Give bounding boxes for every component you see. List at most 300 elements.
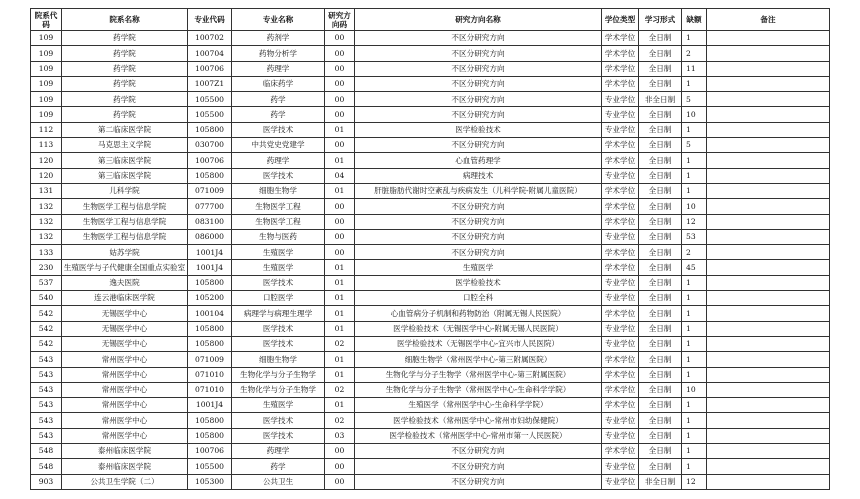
- vacancy-cell: 45: [682, 260, 707, 275]
- direction-name-cell: 不区分研究方向: [355, 459, 602, 474]
- remark-cell: [707, 291, 830, 306]
- dept-code-cell: 133: [31, 245, 62, 260]
- column-header: 学位类型: [602, 9, 639, 31]
- direction-code-cell: 00: [325, 229, 355, 244]
- dept-name-cell: 公共卫生学院（二）: [62, 474, 188, 489]
- major-name-cell: 医学技术: [232, 413, 325, 428]
- major-name-cell: 生物医学工程: [232, 214, 325, 229]
- table-row: [31, 168, 830, 183]
- major-code-cell: 071010: [188, 367, 232, 382]
- dept-name-cell: 第三临床医学院: [62, 168, 188, 183]
- direction-code-cell: 00: [325, 214, 355, 229]
- dept-code-cell: 109: [31, 61, 62, 76]
- direction-name-cell: 不区分研究方向: [355, 76, 602, 91]
- table-row: [31, 92, 830, 107]
- major-code-cell: 077700: [188, 199, 232, 214]
- dept-name-cell: 药学院: [62, 92, 188, 107]
- direction-code-cell: 00: [325, 199, 355, 214]
- study-mode-cell: 全日制: [639, 321, 682, 336]
- table-row: [31, 31, 830, 46]
- vacancy-cell: 2: [682, 46, 707, 61]
- direction-code-cell: 03: [325, 428, 355, 443]
- direction-name-cell: 不区分研究方向: [355, 245, 602, 260]
- major-name-cell: 临床药学: [232, 76, 325, 91]
- dept-name-cell: 无锡医学中心: [62, 306, 188, 321]
- major-code-cell: 105800: [188, 428, 232, 443]
- remark-cell: [707, 168, 830, 183]
- table-row: [31, 245, 830, 260]
- major-code-cell: 100706: [188, 444, 232, 459]
- table-row: [31, 413, 830, 428]
- direction-name-cell: 医学检验技术（无锡医学中心-宜兴市人民医院）: [355, 336, 602, 351]
- dept-code-cell: 537: [31, 275, 62, 290]
- direction-code-cell: 01: [325, 398, 355, 413]
- dept-name-cell: 泰州临床医学院: [62, 444, 188, 459]
- remark-cell: [707, 444, 830, 459]
- table-row: [31, 428, 830, 443]
- dept-name-cell: 生物医学工程与信息学院: [62, 199, 188, 214]
- direction-name-cell: 医学检验技术: [355, 122, 602, 137]
- study-mode-cell: 全日制: [639, 398, 682, 413]
- dept-code-cell: 543: [31, 382, 62, 397]
- major-code-cell: 1001J4: [188, 245, 232, 260]
- major-name-cell: 医学技术: [232, 336, 325, 351]
- dept-code-cell: 112: [31, 122, 62, 137]
- direction-name-cell: 不区分研究方向: [355, 474, 602, 489]
- degree-type-cell: 学术学位: [602, 260, 639, 275]
- vacancy-cell: 1: [682, 336, 707, 351]
- remark-cell: [707, 428, 830, 443]
- major-name-cell: 中共党史党建学: [232, 138, 325, 153]
- direction-name-cell: 不区分研究方向: [355, 46, 602, 61]
- dept-name-cell: 生物医学工程与信息学院: [62, 229, 188, 244]
- table-row: [31, 122, 830, 137]
- vacancy-table: [30, 8, 830, 490]
- study-mode-cell: 全日制: [639, 306, 682, 321]
- table-row: [31, 275, 830, 290]
- table-row: [31, 306, 830, 321]
- major-name-cell: 细胞生物学: [232, 352, 325, 367]
- degree-type-cell: 学术学位: [602, 367, 639, 382]
- direction-code-cell: 00: [325, 76, 355, 91]
- dept-name-cell: 无锡医学中心: [62, 321, 188, 336]
- table-row: [31, 183, 830, 198]
- remark-cell: [707, 61, 830, 76]
- direction-code-cell: 00: [325, 107, 355, 122]
- table-row: [31, 61, 830, 76]
- dept-name-cell: 药学院: [62, 46, 188, 61]
- remark-cell: [707, 474, 830, 489]
- direction-name-cell: 病理技术: [355, 168, 602, 183]
- major-name-cell: 药理学: [232, 153, 325, 168]
- major-name-cell: 生物化学与分子生物学: [232, 382, 325, 397]
- major-name-cell: 生物医学工程: [232, 199, 325, 214]
- study-mode-cell: 全日制: [639, 31, 682, 46]
- vacancy-cell: 1: [682, 321, 707, 336]
- major-code-cell: 105800: [188, 168, 232, 183]
- direction-code-cell: 01: [325, 260, 355, 275]
- major-code-cell: 071009: [188, 352, 232, 367]
- degree-type-cell: 学术学位: [602, 31, 639, 46]
- major-code-cell: 100702: [188, 31, 232, 46]
- major-name-cell: 公共卫生: [232, 474, 325, 489]
- column-header: 专业名称: [232, 9, 325, 31]
- direction-code-cell: 02: [325, 382, 355, 397]
- degree-type-cell: 专业学位: [602, 291, 639, 306]
- vacancy-cell: 5: [682, 138, 707, 153]
- table-row: [31, 444, 830, 459]
- study-mode-cell: 全日制: [639, 138, 682, 153]
- remark-cell: [707, 76, 830, 91]
- direction-code-cell: 04: [325, 168, 355, 183]
- column-header: 研究方向名称: [355, 9, 602, 31]
- dept-code-cell: 109: [31, 92, 62, 107]
- remark-cell: [707, 31, 830, 46]
- study-mode-cell: 全日制: [639, 413, 682, 428]
- vacancy-cell: 1: [682, 122, 707, 137]
- vacancy-cell: 10: [682, 382, 707, 397]
- dept-code-cell: 120: [31, 168, 62, 183]
- remark-cell: [707, 367, 830, 382]
- direction-name-cell: 生物化学与分子生物学（常州医学中心-第三附属医院）: [355, 367, 602, 382]
- direction-code-cell: 00: [325, 92, 355, 107]
- vacancy-cell: 10: [682, 107, 707, 122]
- major-name-cell: 生物化学与分子生物学: [232, 367, 325, 382]
- degree-type-cell: 学术学位: [602, 352, 639, 367]
- dept-code-cell: 542: [31, 336, 62, 351]
- dept-code-cell: 543: [31, 428, 62, 443]
- vacancy-cell: 1: [682, 428, 707, 443]
- major-name-cell: 药学: [232, 107, 325, 122]
- vacancy-cell: 5: [682, 92, 707, 107]
- major-code-cell: 083100: [188, 214, 232, 229]
- study-mode-cell: 全日制: [639, 46, 682, 61]
- remark-cell: [707, 229, 830, 244]
- direction-name-cell: 不区分研究方向: [355, 444, 602, 459]
- dept-code-cell: 903: [31, 474, 62, 489]
- major-code-cell: 105500: [188, 92, 232, 107]
- dept-name-cell: 泰州临床医学院: [62, 459, 188, 474]
- study-mode-cell: 全日制: [639, 76, 682, 91]
- degree-type-cell: 学术学位: [602, 183, 639, 198]
- major-code-cell: 086000: [188, 229, 232, 244]
- direction-name-cell: 医学检验技术（常州医学中心-常州市妇幼保健院）: [355, 413, 602, 428]
- degree-type-cell: 学术学位: [602, 61, 639, 76]
- direction-name-cell: 不区分研究方向: [355, 199, 602, 214]
- study-mode-cell: 全日制: [639, 444, 682, 459]
- direction-name-cell: 心血管病分子机制和药物防治（附属无锡人民医院）: [355, 306, 602, 321]
- remark-cell: [707, 245, 830, 260]
- vacancy-cell: 1: [682, 413, 707, 428]
- direction-code-cell: 00: [325, 138, 355, 153]
- table-row: [31, 382, 830, 397]
- major-name-cell: 生物与医药: [232, 229, 325, 244]
- vacancy-cell: 1: [682, 168, 707, 183]
- direction-name-cell: 不区分研究方向: [355, 214, 602, 229]
- table-row: [31, 76, 830, 91]
- table-row: [31, 336, 830, 351]
- vacancy-cell: 1: [682, 275, 707, 290]
- major-code-cell: 105300: [188, 474, 232, 489]
- dept-name-cell: 逸夫医院: [62, 275, 188, 290]
- major-code-cell: 100104: [188, 306, 232, 321]
- major-name-cell: 药理学: [232, 61, 325, 76]
- dept-name-cell: 常州医学中心: [62, 382, 188, 397]
- study-mode-cell: 全日制: [639, 168, 682, 183]
- dept-code-cell: 109: [31, 31, 62, 46]
- study-mode-cell: 全日制: [639, 229, 682, 244]
- remark-cell: [707, 398, 830, 413]
- major-name-cell: 医学技术: [232, 275, 325, 290]
- table-row: [31, 459, 830, 474]
- study-mode-cell: 全日制: [639, 275, 682, 290]
- column-header: 专业代码: [188, 9, 232, 31]
- dept-name-cell: 连云港临床医学院: [62, 291, 188, 306]
- remark-cell: [707, 382, 830, 397]
- dept-code-cell: 543: [31, 352, 62, 367]
- dept-code-cell: 132: [31, 199, 62, 214]
- vacancy-cell: 1: [682, 444, 707, 459]
- major-name-cell: 生殖医学: [232, 260, 325, 275]
- dept-name-cell: 生物医学工程与信息学院: [62, 214, 188, 229]
- remark-cell: [707, 321, 830, 336]
- degree-type-cell: 学术学位: [602, 199, 639, 214]
- column-header: 院系名称: [62, 9, 188, 31]
- direction-code-cell: 01: [325, 367, 355, 382]
- dept-name-cell: 药学院: [62, 76, 188, 91]
- dept-name-cell: 儿科学院: [62, 183, 188, 198]
- direction-name-cell: 生殖医学（常州医学中心-生命科学学院）: [355, 398, 602, 413]
- vacancy-cell: 1: [682, 306, 707, 321]
- degree-type-cell: 专业学位: [602, 474, 639, 489]
- dept-code-cell: 109: [31, 107, 62, 122]
- column-header: 学习形式: [639, 9, 682, 31]
- degree-type-cell: 学术学位: [602, 214, 639, 229]
- remark-cell: [707, 138, 830, 153]
- degree-type-cell: 学术学位: [602, 46, 639, 61]
- study-mode-cell: 全日制: [639, 245, 682, 260]
- dept-name-cell: 第三临床医学院: [62, 153, 188, 168]
- degree-type-cell: 专业学位: [602, 275, 639, 290]
- dept-code-cell: 548: [31, 444, 62, 459]
- remark-cell: [707, 107, 830, 122]
- direction-name-cell: 细胞生物学（常州医学中心-第三附属医院）: [355, 352, 602, 367]
- major-name-cell: 细胞生物学: [232, 183, 325, 198]
- major-name-cell: 医学技术: [232, 428, 325, 443]
- dept-name-cell: 常州医学中心: [62, 352, 188, 367]
- table-body: [31, 31, 830, 490]
- study-mode-cell: 全日制: [639, 183, 682, 198]
- degree-type-cell: 学术学位: [602, 138, 639, 153]
- remark-cell: [707, 306, 830, 321]
- degree-type-cell: 学术学位: [602, 382, 639, 397]
- vacancy-cell: 1: [682, 183, 707, 198]
- direction-name-cell: 肝脏脂肪代谢时空紊乱与疾病发生（儿科学院-附属儿童医院）: [355, 183, 602, 198]
- degree-type-cell: 专业学位: [602, 459, 639, 474]
- dept-code-cell: 540: [31, 291, 62, 306]
- dept-name-cell: 无锡医学中心: [62, 336, 188, 351]
- dept-name-cell: 生殖医学与子代健康全国重点实验室: [62, 260, 188, 275]
- direction-name-cell: 生殖医学: [355, 260, 602, 275]
- direction-name-cell: 不区分研究方向: [355, 61, 602, 76]
- major-code-cell: 030700: [188, 138, 232, 153]
- major-name-cell: 医学技术: [232, 321, 325, 336]
- direction-name-cell: 口腔全科: [355, 291, 602, 306]
- direction-code-cell: 00: [325, 459, 355, 474]
- study-mode-cell: 非全日制: [639, 92, 682, 107]
- direction-name-cell: 医学检验技术（无锡医学中心-附属无锡人民医院）: [355, 321, 602, 336]
- table-row: [31, 229, 830, 244]
- vacancy-cell: 1: [682, 153, 707, 168]
- remark-cell: [707, 459, 830, 474]
- study-mode-cell: 全日制: [639, 459, 682, 474]
- direction-code-cell: 00: [325, 46, 355, 61]
- remark-cell: [707, 336, 830, 351]
- direction-name-cell: 不区分研究方向: [355, 229, 602, 244]
- study-mode-cell: 全日制: [639, 122, 682, 137]
- study-mode-cell: 全日制: [639, 382, 682, 397]
- degree-type-cell: 专业学位: [602, 168, 639, 183]
- vacancy-cell: 12: [682, 474, 707, 489]
- vacancy-cell: 1: [682, 459, 707, 474]
- remark-cell: [707, 199, 830, 214]
- direction-code-cell: 01: [325, 122, 355, 137]
- study-mode-cell: 全日制: [639, 214, 682, 229]
- direction-code-cell: 01: [325, 306, 355, 321]
- table-row: [31, 46, 830, 61]
- degree-type-cell: 专业学位: [602, 428, 639, 443]
- major-code-cell: 100706: [188, 153, 232, 168]
- degree-type-cell: 专业学位: [602, 92, 639, 107]
- vacancy-cell: 1: [682, 76, 707, 91]
- dept-name-cell: 姑苏学院: [62, 245, 188, 260]
- dept-name-cell: 马克思主义学院: [62, 138, 188, 153]
- major-code-cell: 105800: [188, 122, 232, 137]
- direction-code-cell: 00: [325, 31, 355, 46]
- column-header: 备注: [707, 9, 830, 31]
- direction-code-cell: 02: [325, 413, 355, 428]
- dept-name-cell: 药学院: [62, 31, 188, 46]
- vacancy-cell: 1: [682, 367, 707, 382]
- table-row: [31, 291, 830, 306]
- major-code-cell: 105500: [188, 107, 232, 122]
- dept-name-cell: 常州医学中心: [62, 413, 188, 428]
- remark-cell: [707, 352, 830, 367]
- remark-cell: [707, 92, 830, 107]
- dept-code-cell: 542: [31, 306, 62, 321]
- major-name-cell: 药理学: [232, 444, 325, 459]
- vacancy-cell: 12: [682, 214, 707, 229]
- column-header: 缺额: [682, 9, 707, 31]
- major-name-cell: 生殖医学: [232, 245, 325, 260]
- major-code-cell: 071009: [188, 183, 232, 198]
- dept-code-cell: 542: [31, 321, 62, 336]
- dept-code-cell: 131: [31, 183, 62, 198]
- dept-code-cell: 109: [31, 76, 62, 91]
- major-code-cell: 105800: [188, 321, 232, 336]
- table-row: [31, 367, 830, 382]
- study-mode-cell: 全日制: [639, 291, 682, 306]
- major-name-cell: 医学技术: [232, 168, 325, 183]
- direction-code-cell: 01: [325, 183, 355, 198]
- remark-cell: [707, 275, 830, 290]
- degree-type-cell: 学术学位: [602, 444, 639, 459]
- degree-type-cell: 学术学位: [602, 398, 639, 413]
- direction-name-cell: 生物化学与分子生物学（常州医学中心-生命科学学院）: [355, 382, 602, 397]
- direction-code-cell: 01: [325, 321, 355, 336]
- table-row: [31, 260, 830, 275]
- major-code-cell: 105800: [188, 275, 232, 290]
- major-code-cell: 100706: [188, 61, 232, 76]
- study-mode-cell: 全日制: [639, 352, 682, 367]
- major-name-cell: 药学: [232, 92, 325, 107]
- direction-name-cell: 不区分研究方向: [355, 107, 602, 122]
- degree-type-cell: 专业学位: [602, 107, 639, 122]
- table-header-row: [31, 9, 830, 31]
- study-mode-cell: 全日制: [639, 153, 682, 168]
- major-name-cell: 口腔医学: [232, 291, 325, 306]
- vacancy-cell: 2: [682, 245, 707, 260]
- dept-code-cell: 230: [31, 260, 62, 275]
- degree-type-cell: 专业学位: [602, 229, 639, 244]
- direction-code-cell: 00: [325, 444, 355, 459]
- study-mode-cell: 全日制: [639, 199, 682, 214]
- remark-cell: [707, 46, 830, 61]
- major-name-cell: 生殖医学: [232, 398, 325, 413]
- major-name-cell: 病理学与病理生理学: [232, 306, 325, 321]
- major-code-cell: 105200: [188, 291, 232, 306]
- major-code-cell: 105800: [188, 336, 232, 351]
- degree-type-cell: 专业学位: [602, 336, 639, 351]
- table-row: [31, 138, 830, 153]
- major-code-cell: 1001J4: [188, 398, 232, 413]
- major-name-cell: 药剂学: [232, 31, 325, 46]
- table-row: [31, 474, 830, 489]
- remark-cell: [707, 183, 830, 198]
- direction-name-cell: 不区分研究方向: [355, 92, 602, 107]
- dept-name-cell: 药学院: [62, 61, 188, 76]
- vacancy-cell: 11: [682, 61, 707, 76]
- study-mode-cell: 非全日制: [639, 474, 682, 489]
- table-row: [31, 321, 830, 336]
- dept-name-cell: 药学院: [62, 107, 188, 122]
- dept-code-cell: 109: [31, 46, 62, 61]
- table-row: [31, 352, 830, 367]
- remark-cell: [707, 153, 830, 168]
- vacancy-table-sheet: [30, 8, 830, 490]
- major-code-cell: 105500: [188, 459, 232, 474]
- study-mode-cell: 全日制: [639, 336, 682, 351]
- dept-code-cell: 543: [31, 398, 62, 413]
- major-code-cell: 105800: [188, 413, 232, 428]
- degree-type-cell: 学术学位: [602, 76, 639, 91]
- direction-code-cell: 01: [325, 352, 355, 367]
- vacancy-cell: 10: [682, 199, 707, 214]
- major-name-cell: 药学: [232, 459, 325, 474]
- dept-name-cell: 第二临床医学院: [62, 122, 188, 137]
- direction-code-cell: 01: [325, 291, 355, 306]
- direction-code-cell: 01: [325, 153, 355, 168]
- study-mode-cell: 全日制: [639, 428, 682, 443]
- table-row: [31, 153, 830, 168]
- direction-name-cell: 不区分研究方向: [355, 138, 602, 153]
- remark-cell: [707, 214, 830, 229]
- vacancy-cell: 1: [682, 31, 707, 46]
- direction-code-cell: 00: [325, 245, 355, 260]
- study-mode-cell: 全日制: [639, 107, 682, 122]
- direction-code-cell: 02: [325, 336, 355, 351]
- direction-code-cell: 00: [325, 474, 355, 489]
